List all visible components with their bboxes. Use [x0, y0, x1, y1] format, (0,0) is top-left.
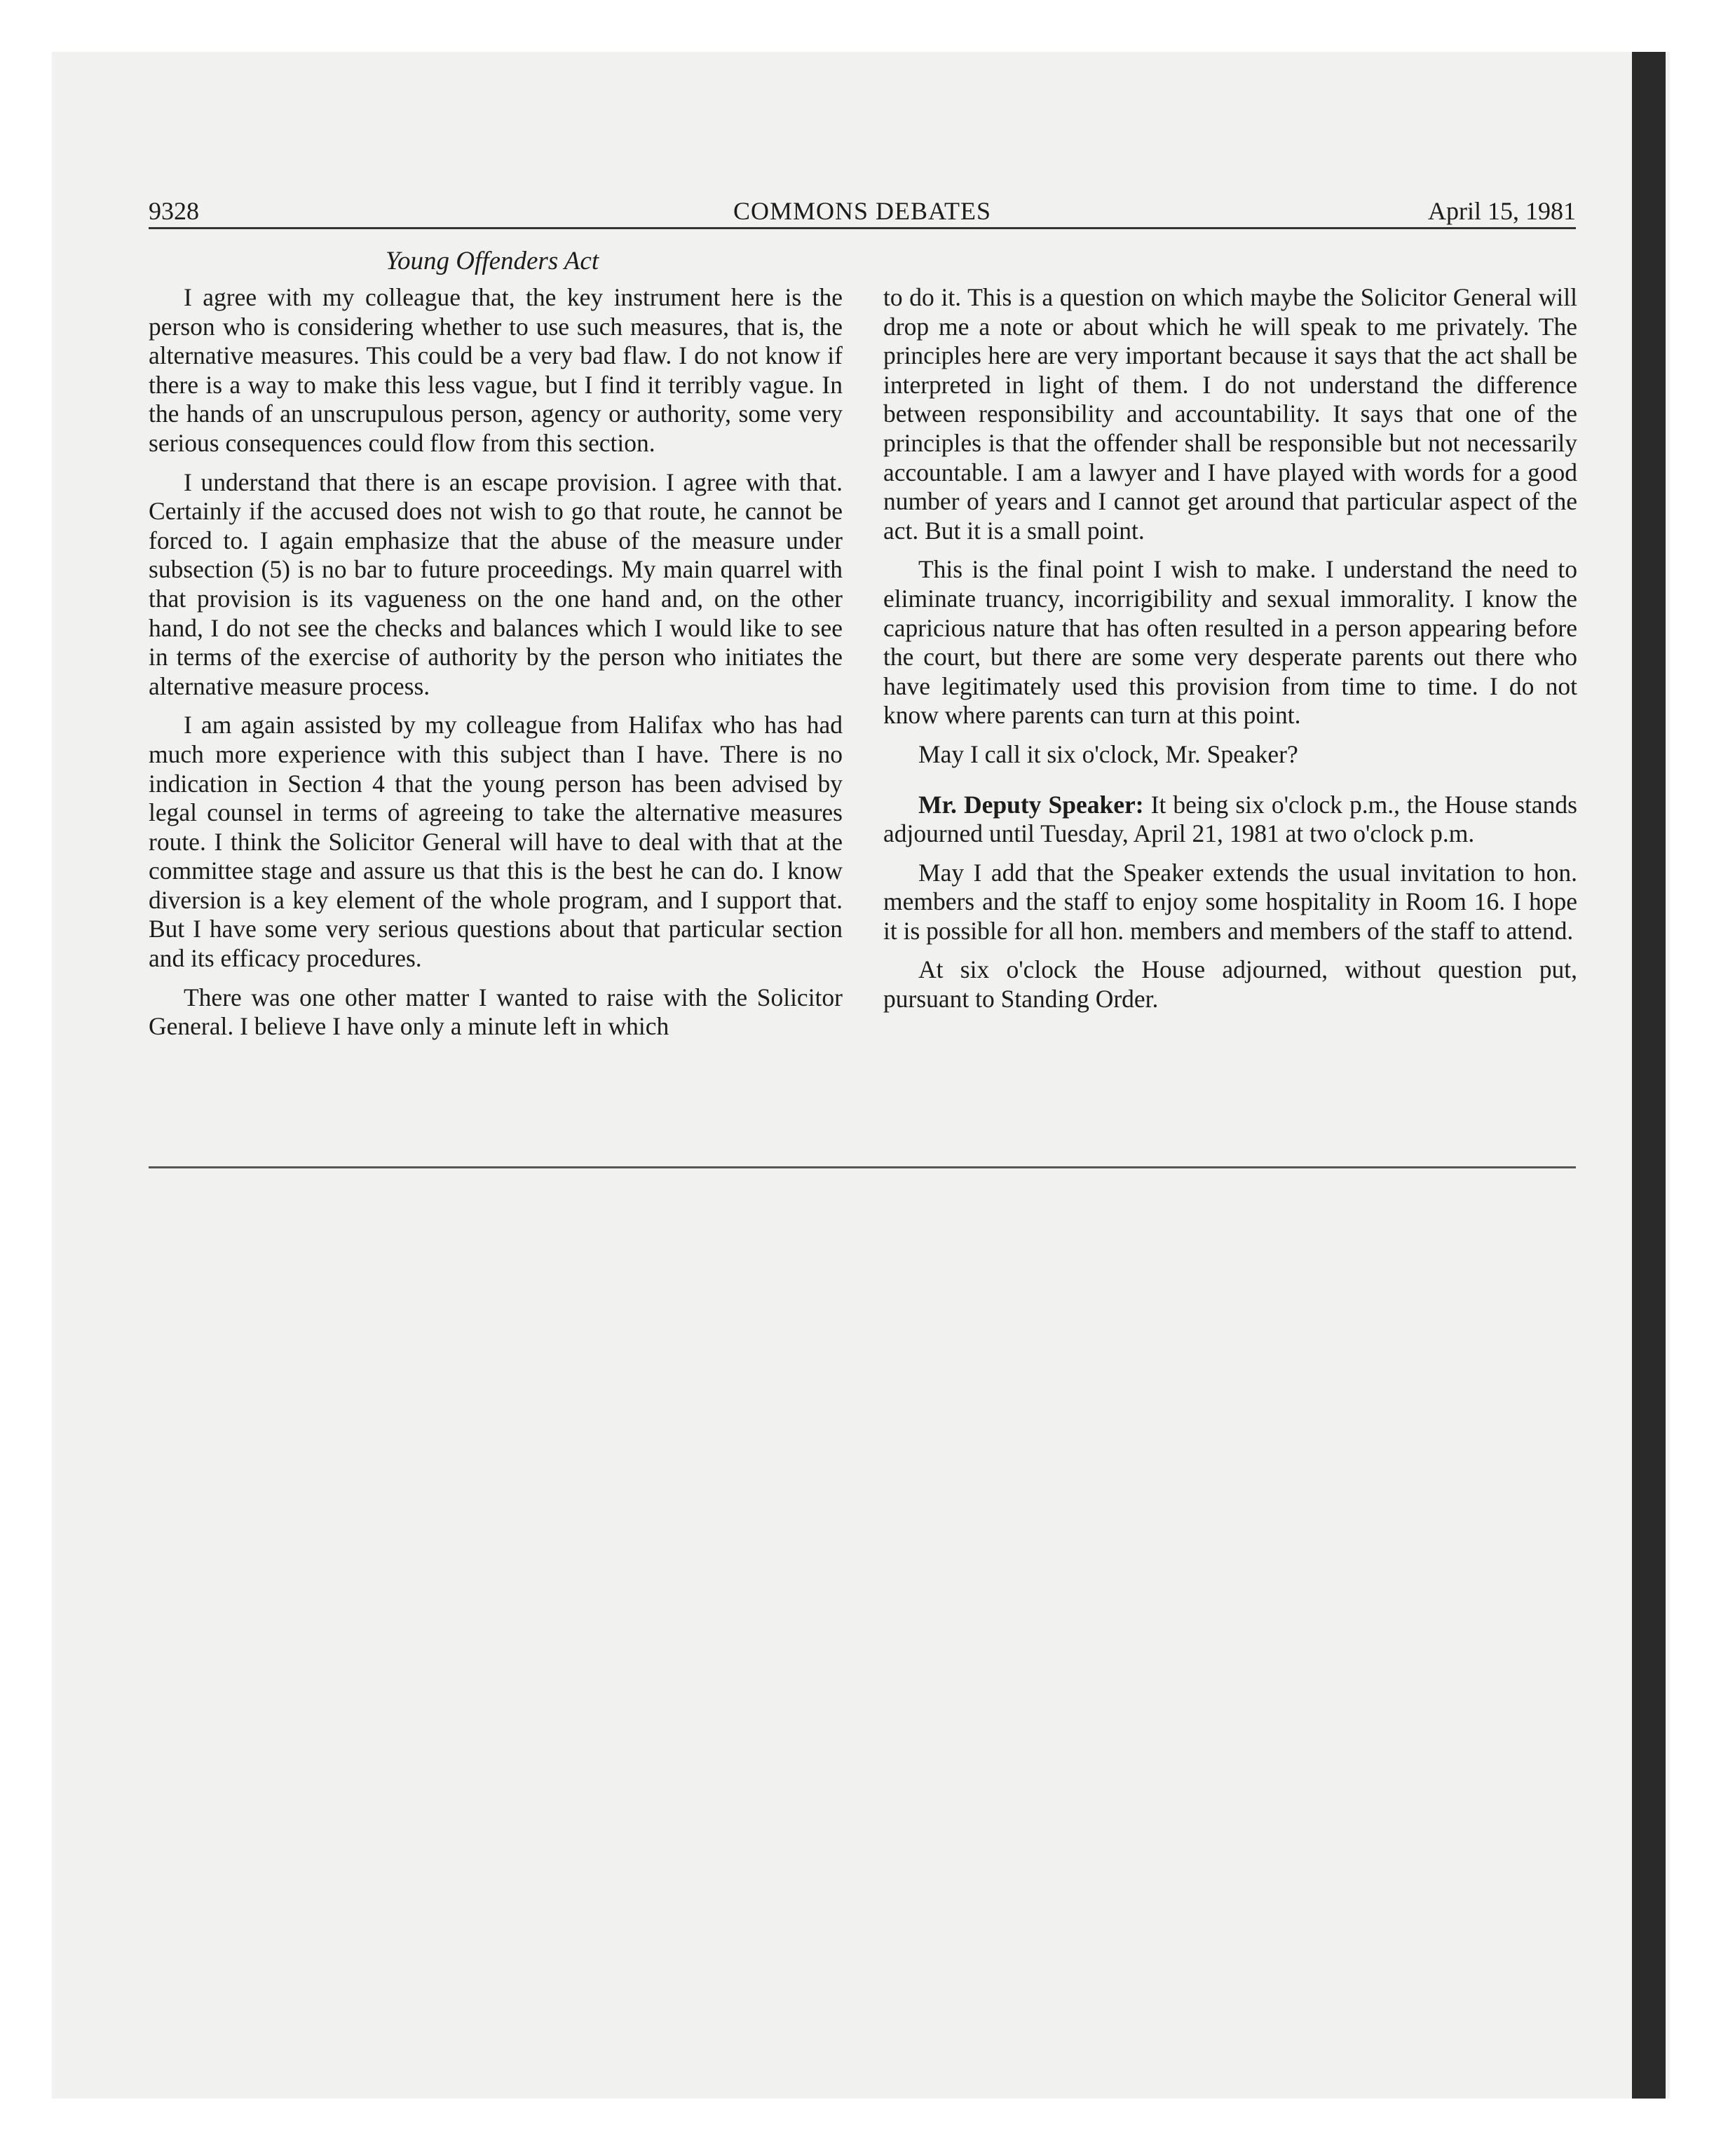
page-number: 9328 [149, 197, 199, 225]
page-header [149, 193, 1576, 228]
paragraph: I agree with my colleague that, the key instrument here is the person who is considering whether to use such measures, that is, the alternative measures. This could be a very bad flaw. I do not know if there is a way to make this less vague, but I find it terribly vague. In the hands of an unscrupulous person, agency or authority, some very serious consequences could flow from this section. [149, 283, 843, 457]
paragraph: There was one other matter I wanted to raise with the Solicitor General. I believe I have only a minute left in which [149, 983, 843, 1041]
left-column [149, 283, 843, 1051]
paragraph: I understand that there is an escape provision. I agree with that. Certainly if the accused does not wish to go that route, he cannot be forced to. I again emphasize that the abuse of the measure under subsection (5) is no bar to future proceedings. My main quarrel with that provision is its vagueness on the one hand and, on the other hand, I do not see the checks and balances which I would like to see in terms of the exercise of authority by the person who initiates the alternative measure process. [149, 468, 843, 700]
speaker-paragraph [883, 791, 1577, 849]
speaker-name: Mr. Deputy Speaker: [918, 790, 1144, 819]
running-date: April 15, 1981 [1428, 197, 1576, 225]
paragraph: I am again assisted by my colleague from Halifax who has had much more experience with this subject than I have. There is no indication in Section 4 that the young person has been advised by legal counsel in terms of agreeing to take the alternative measures route. I think the Solicitor General will have to deal with that at the committee stage and assure us that this is the best he can do. I know diversion is a key element of the whole program, and I support that. But I have some very serious questions about that particular section and its efficacy procedures. [149, 711, 843, 973]
paragraph: This is the final point I wish to make. I understand the need to eliminate truancy, incorrigibility and sexual immorality. I know the capricious nature that has often resulted in a person appearing before the court, but there are some very desperate parents out there who have legitimately used this provision from time to time. I do not know where parents can turn at this point. [883, 555, 1577, 730]
paragraph: At six o'clock the House adjourned, without question put, pursuant to Standing Order. [883, 955, 1577, 1014]
scan-edge-shadow [1632, 52, 1666, 2099]
paragraph-continuation: to do it. This is a question on which maybe the Solicitor General will drop me a note or about which he will speak to me privately. The principles here are very important because it says that the act shall be interpreted in light of them. I do not understand the difference between responsibility and accountability. It says that one of the principles is that the offender shall be responsible but not necessarily accountable. I am a lawyer and I have played with words for a good number of years and I cannot get around that particular aspect of the act. But it is a small point. [883, 283, 1577, 545]
running-title: COMMONS DEBATES [733, 197, 992, 225]
speaker-text: It being six o'clock p.m., the House stands adjourned until Tuesday, April 21, 1981 at two o'clock p.m. [883, 790, 1577, 848]
paragraph: May I add that the Speaker extends the usual invitation to hon. members and the staff to enjoy some hospitality in Room 16. I hope it is possible for all hon. members and members of the staff to attend. [883, 858, 1577, 945]
bottom-rule [149, 1166, 1576, 1168]
paragraph: May I call it six o'clock, Mr. Speaker? [918, 739, 1298, 768]
header-rule [149, 227, 1576, 229]
right-column [883, 283, 1577, 1024]
section-heading: Young Offenders Act [385, 247, 599, 275]
